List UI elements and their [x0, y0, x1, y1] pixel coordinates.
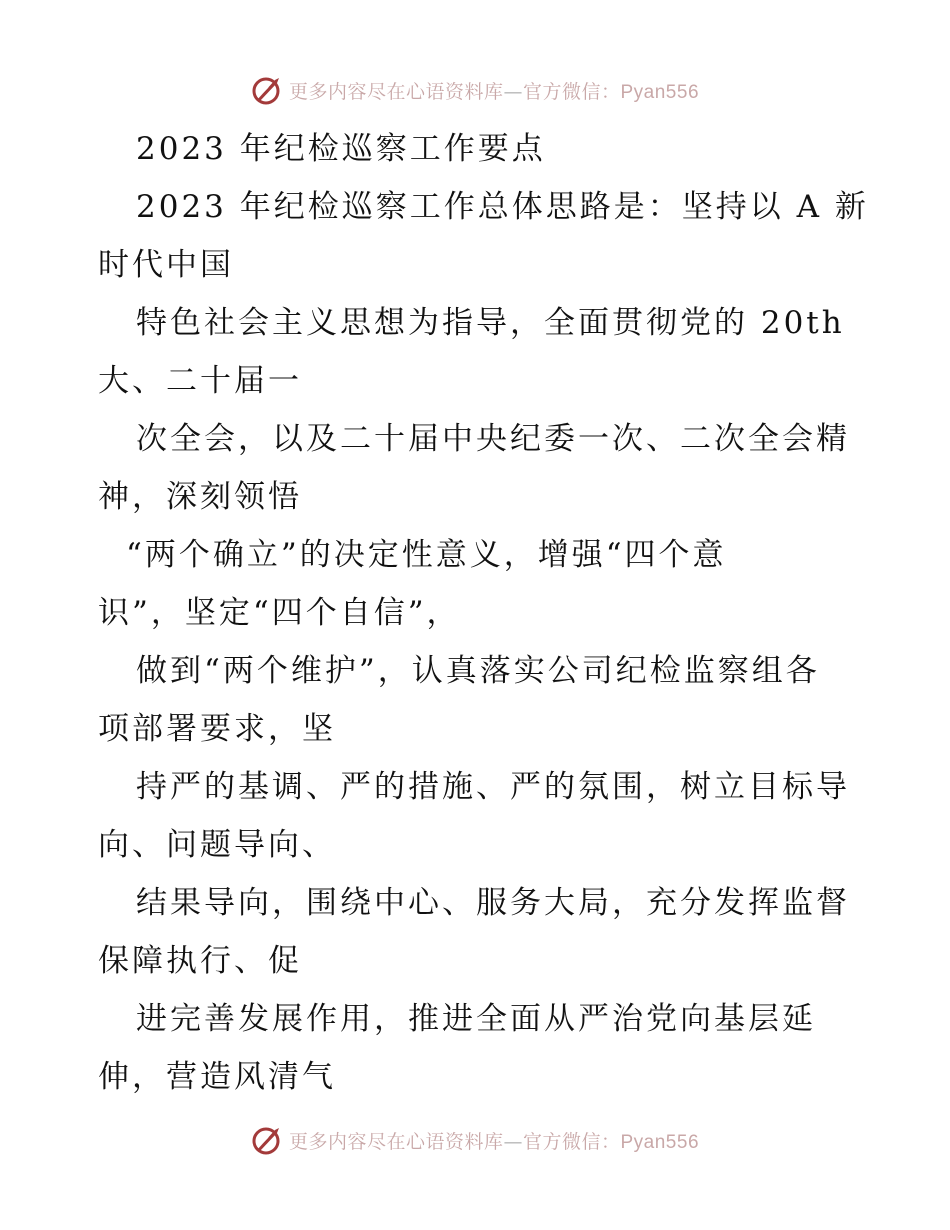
document-line: 进完善发展作用，推进全面从严治党向基层延: [136, 1001, 816, 1037]
document-line: 次全会，以及二十届中央纪委一次、二次全会精: [136, 421, 850, 457]
document-line: 伸，营造风清气: [98, 1059, 336, 1095]
document-line: “两个确立”的决定性意义，增强“四个意: [126, 537, 727, 573]
header-banner-sep: —: [503, 80, 523, 103]
document-line: 持严的基调、严的措施、严的氛围，树立目标导: [136, 769, 850, 805]
document-body: [98, 120, 869, 1106]
document-line: 特色社会主义思想为指导，全面贯彻党的 20th: [136, 305, 845, 341]
quill-seal-icon: [251, 74, 283, 106]
footer-banner-id: Pyan556: [620, 1131, 700, 1153]
header-banner-id: Pyan556: [620, 81, 700, 103]
document-line: 神，深刻领悟: [98, 479, 302, 515]
footer-banner-contact: 官方微信：: [522, 1130, 621, 1153]
document-line: 结果导向，围绕中心、服务大局，充分发挥监督: [136, 885, 850, 921]
document-line: 保障执行、促: [98, 943, 302, 979]
document-line: 向、问题导向、: [98, 827, 336, 863]
header-banner-inner: [251, 74, 699, 106]
document-line: 项部署要求，坚: [98, 711, 336, 747]
header-banner-main: 更多内容尽在心语资料库: [288, 80, 504, 103]
document-line: 做到“两个维护”，认真落实公司纪检监察组各: [136, 653, 820, 689]
document-title: 2023 年纪检巡察工作要点: [136, 131, 546, 167]
header-banner-text: [289, 77, 699, 104]
footer-banner-sep: —: [503, 1130, 523, 1153]
document-line: 大、二十届一: [98, 363, 302, 399]
footer-banner: [0, 1120, 950, 1160]
footer-banner-inner: [251, 1124, 699, 1156]
footer-banner-main: 更多内容尽在心语资料库: [288, 1130, 504, 1153]
header-banner: [0, 70, 950, 110]
document-line: 2023 年纪检巡察工作总体思路是：坚持以 A 新: [136, 189, 869, 225]
document-line: 识”，坚定“四个自信”，: [98, 595, 461, 631]
quill-seal-icon: [251, 1124, 283, 1156]
document-line: 时代中国: [98, 247, 234, 283]
footer-banner-text: [289, 1127, 699, 1154]
header-banner-contact: 官方微信：: [522, 80, 621, 103]
